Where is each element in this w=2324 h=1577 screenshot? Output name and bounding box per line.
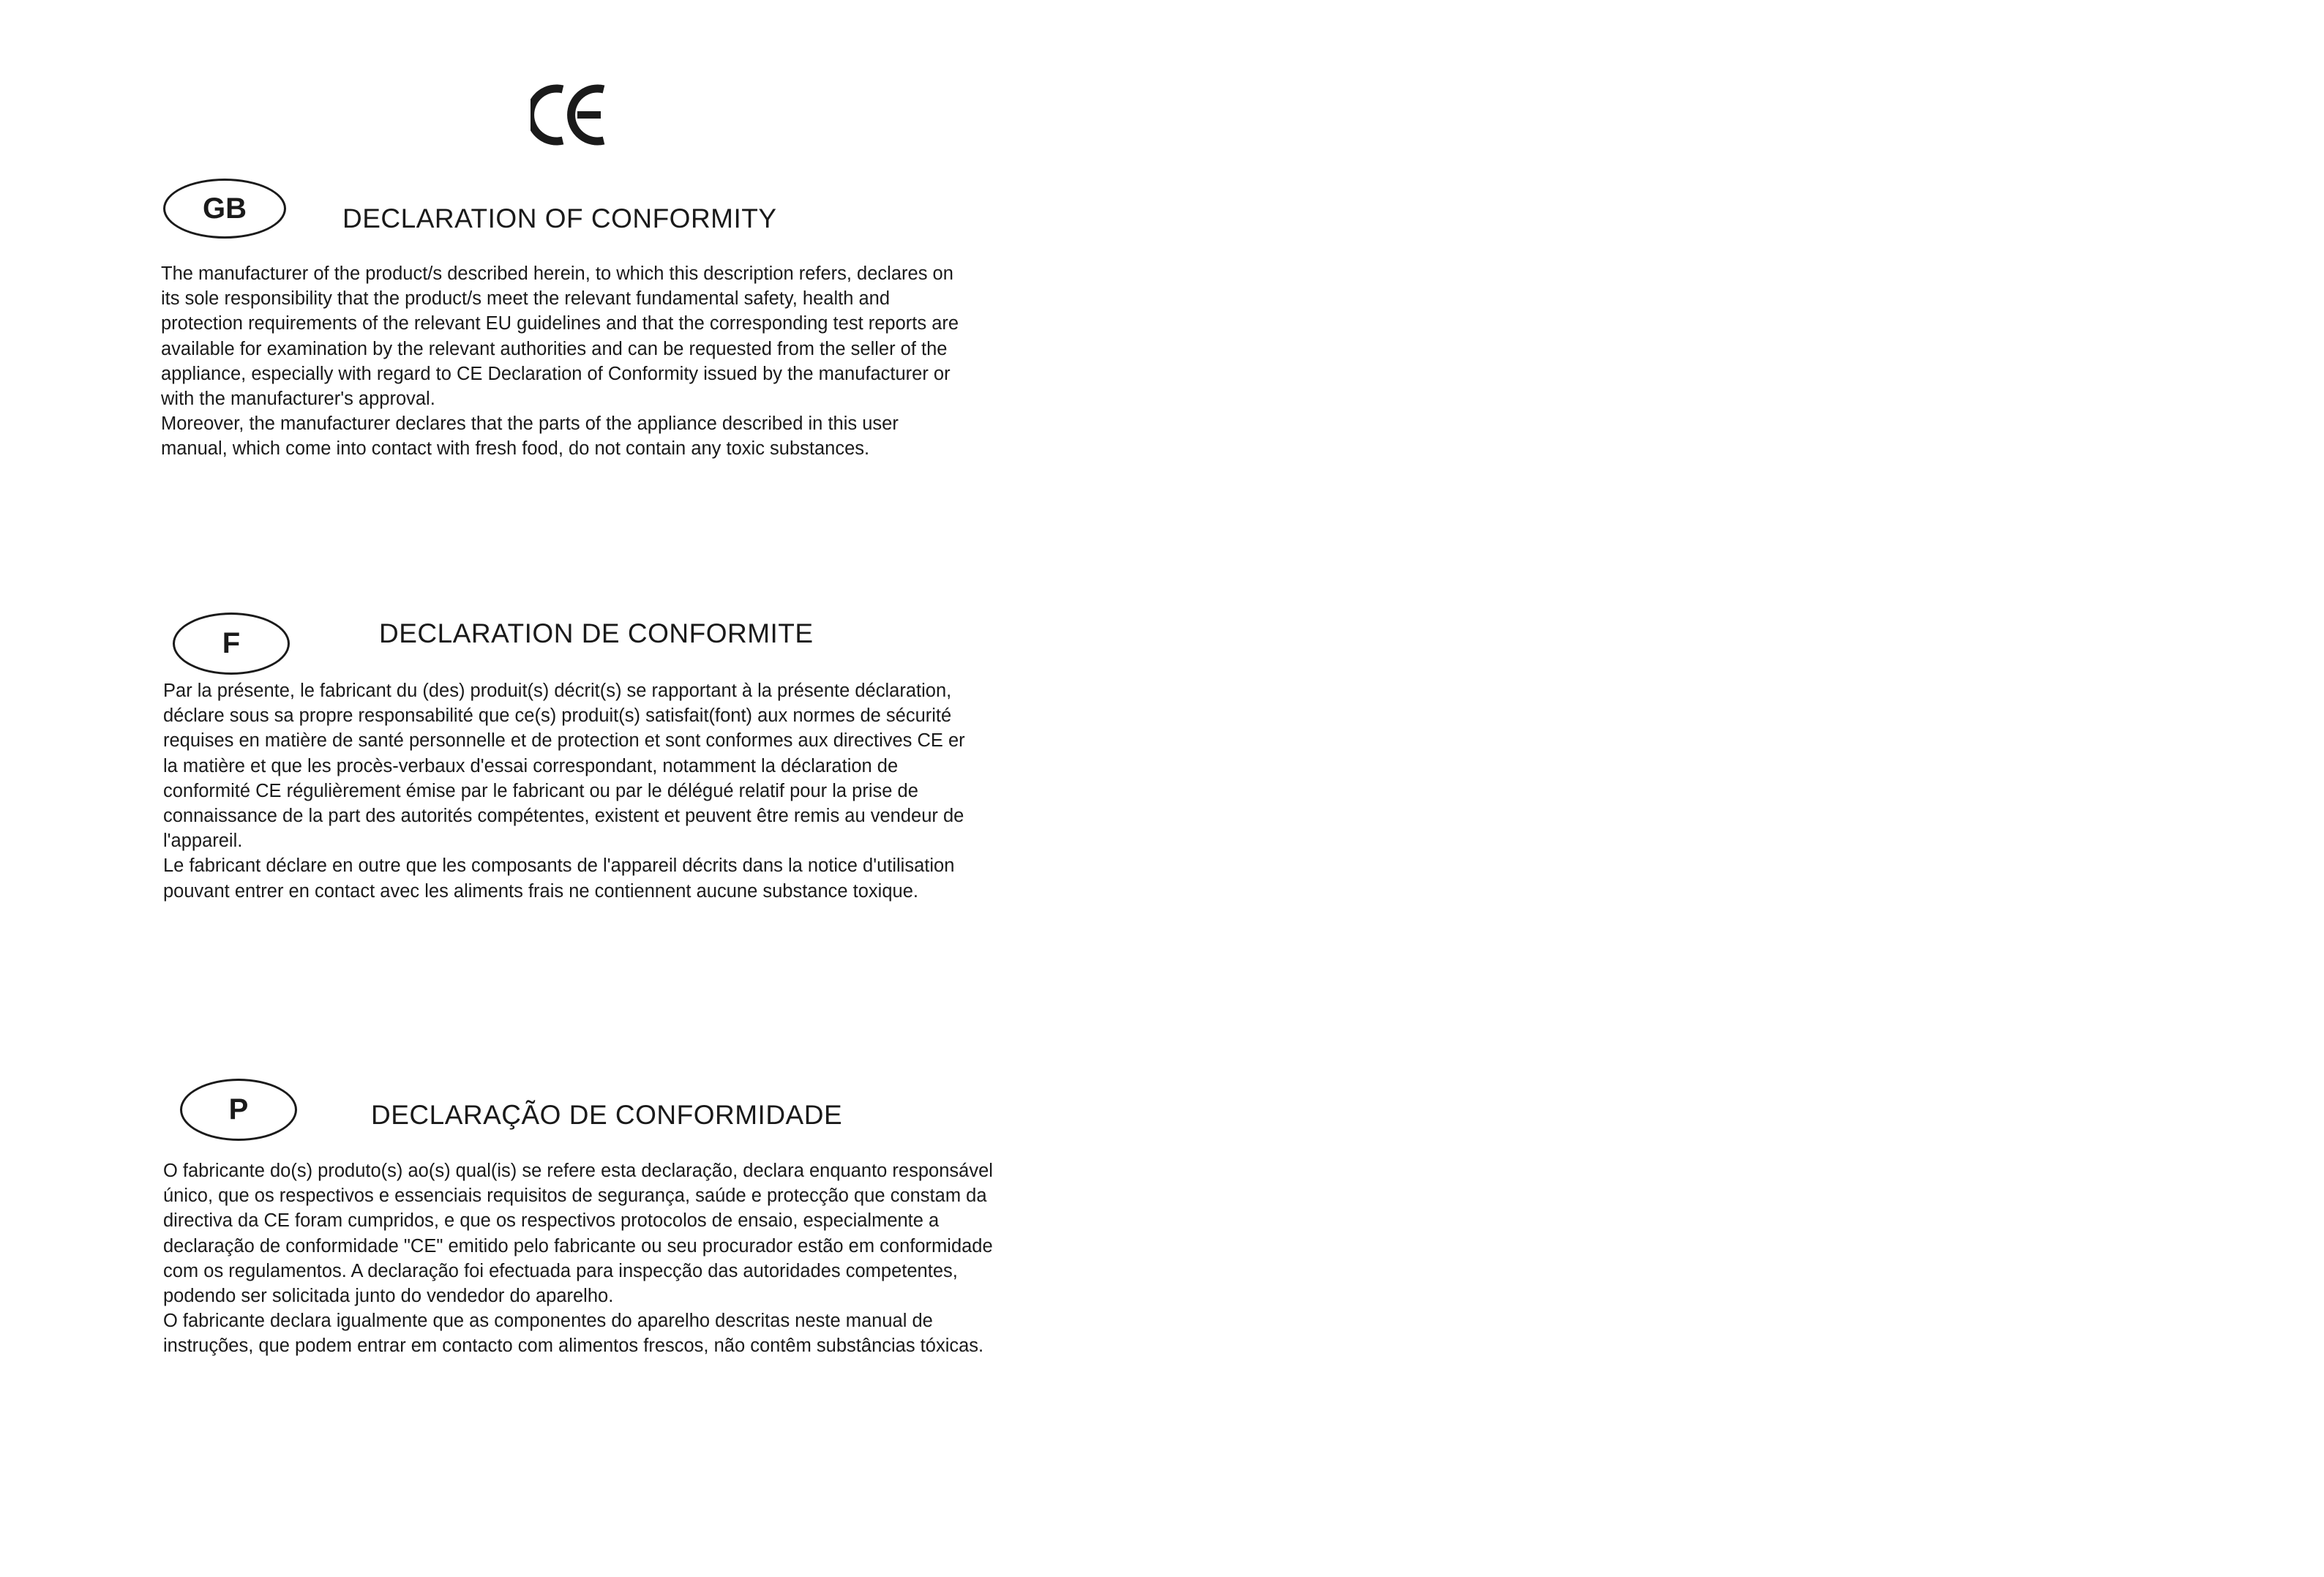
text-line: instruções, que podem entrar em contacto com alimentos frescos, não contêm substâncias tóxicas.	[163, 1336, 984, 1357]
text-line: la matière et que les procès-verbaux d'essai correspondant, notamment la déclaration de	[163, 755, 899, 776]
text-line: available for examination by the relevant authorities and can be requested from the seller of the	[161, 338, 948, 359]
text-line: déclare sous sa propre responsabilité que ce(s) produit(s) satisfait(font) aux normes de sécurité	[163, 705, 952, 727]
text-line: appliance, especially with regard to CE Declaration of Conformity issued by the manufacturer or	[161, 363, 951, 384]
text-line: Moreover, the manufacturer declares that the parts of the appliance described in this user	[161, 413, 899, 435]
text-line: único, que os respectivos e essenciais requisitos de segurança, saúde e protecção que constam da	[163, 1185, 987, 1207]
text-line: O fabricante declara igualmente que as componentes do aparelho descritas neste manual de	[163, 1311, 933, 1332]
text-line: l'appareil.	[163, 831, 243, 852]
text-line: com os regulamentos. A declaração foi efectuada para inspecção das autoridades competentes,	[163, 1260, 958, 1281]
text-line: pouvant entrer en contact avec les aliments frais ne contiennent aucune substance toxique.	[163, 880, 918, 902]
text-line: manual, which come into contact with fresh food, do not contain any toxic substances.	[161, 438, 870, 460]
text-line: protection requirements of the relevant EU guidelines and that the corresponding test reports are	[161, 313, 959, 334]
text-line: its sole responsibility that the product/s meet the relevant fundamental safety, health and	[161, 288, 891, 310]
text-line: Par la présente, le fabricant du (des) produit(s) décrit(s) se rapportant à la présente déclaration,	[163, 681, 952, 701]
text-line: conformité CE régulièrement émise par le fabricant ou par le délégué relatif pour la prise de	[163, 780, 918, 801]
language-badge-gb: GB	[163, 179, 286, 239]
section-body-gb	[161, 261, 959, 462]
text-line: connaissance de la part des autorités compétentes, existent et peuvent être remis au vendeur de	[163, 806, 964, 827]
text-line: requises en matière de santé personnelle et de protection et sont conformes aux directives CE er	[163, 730, 965, 752]
text-line: The manufacturer of the product/s described herein, to which this description refers, declares on	[161, 263, 953, 284]
text-line: O fabricante do(s) produto(s) ao(s) qual(is) se refere esta declaração, declara enquanto responsável	[163, 1161, 993, 1181]
text-line: declaração de conformidade "CE" emitido pelo fabricante ou seu procurador estão em conformidade	[163, 1235, 993, 1256]
language-badge-f: F	[173, 613, 290, 675]
section-body-p	[163, 1158, 993, 1359]
section-body-f	[163, 678, 965, 904]
section-heading-f: DECLARATION DE CONFORMITE	[379, 618, 814, 648]
section-heading-gb: DECLARATION OF CONFORMITY	[342, 203, 777, 233]
text-line: Le fabricant déclare en outre que les composants de l'appareil décrits dans la notice d'utilisation	[163, 855, 955, 877]
text-line: directiva da CE foram cumpridos, e que os respectivos protocolos de ensaio, especialmente a	[163, 1210, 940, 1232]
text-line: podendo ser solicitada junto do vendedor do aparelho.	[163, 1286, 614, 1307]
section-heading-p: DECLARAÇÃO DE CONFORMIDADE	[371, 1100, 843, 1130]
text-line: with the manufacturer's approval.	[161, 389, 435, 410]
ce-mark-icon	[531, 82, 611, 148]
language-badge-p: P	[180, 1079, 297, 1141]
